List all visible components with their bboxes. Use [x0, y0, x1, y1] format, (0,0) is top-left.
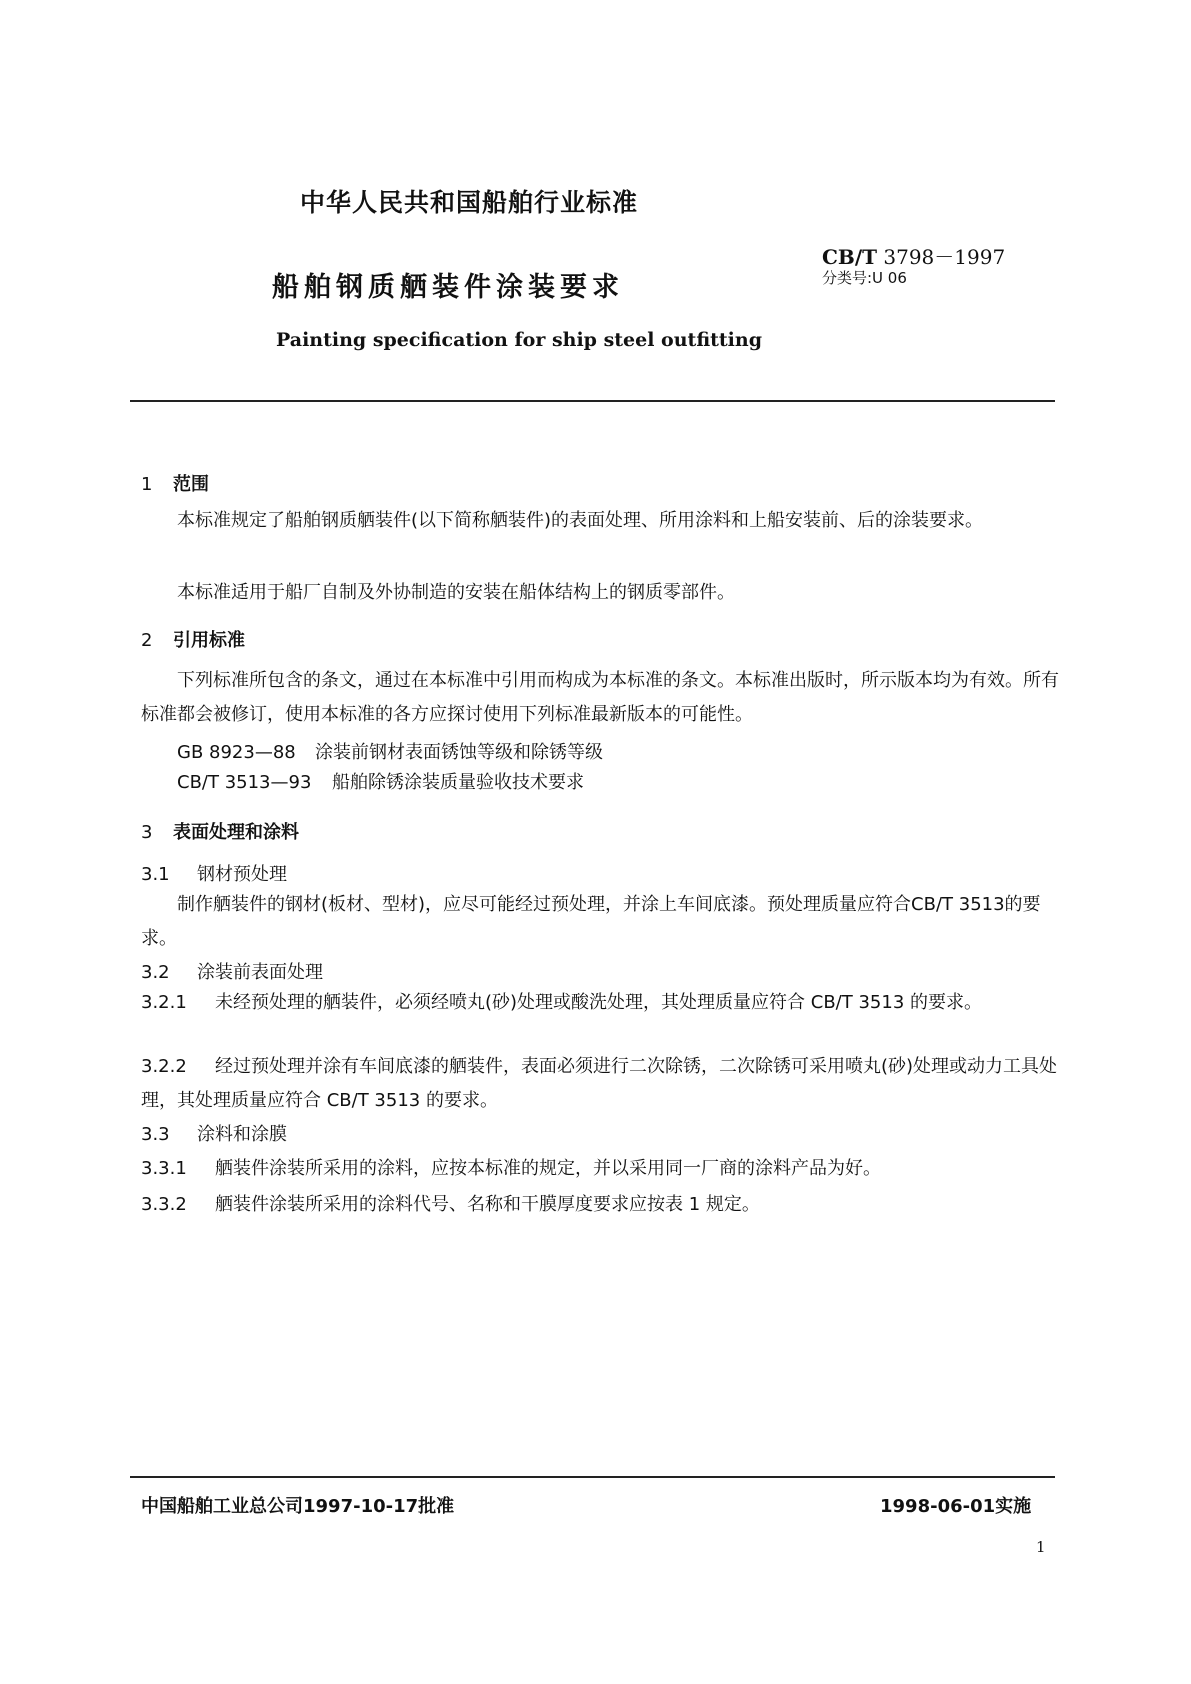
- section-1-paragraph-2: 本标准适用于船厂自制及外协制造的安装在船体结构上的钢质零部件。: [177, 582, 735, 603]
- section-1-heading: [141, 470, 209, 496]
- section-2-paragraph-1: 下列标准所包含的条文，通过在本标准中引用而构成为本标准的条文。本标准出版时，所示版本均为有效。所有标准都会被修订，使用本标准的各方应探讨使用下列标准最新版本的可能性。: [141, 670, 1059, 725]
- industry-standard-title: 中华人民共和国船舶行业标准: [300, 188, 639, 217]
- subsection-3-2-1-text: 未经预处理的舾装件，必须经喷丸(砂)处理或酸洗处理，其处理质量应符合 CB/T 3513 的要求。: [215, 992, 982, 1013]
- subsection-3-2-2: [141, 1050, 1061, 1118]
- section-2-number: 2: [141, 630, 153, 651]
- reference-code: GB 8923—88: [177, 742, 296, 763]
- subsection-3-1-number: 3.1: [141, 864, 170, 885]
- subsection-3-3-1-number: 3.3.1: [141, 1158, 187, 1179]
- subsection-3-1-text: 制作舾装件的钢材(板材、型材)，应尽可能经过预处理，并涂上车间底漆。预处理质量应符合CB/T 3513的要求。: [141, 894, 1041, 949]
- effective-date: 1998-06-01实施: [880, 1496, 1032, 1517]
- subsection-3-2-heading: [141, 958, 323, 984]
- section-3-number: 3: [141, 822, 153, 843]
- subsection-3-2-2-number: 3.2.2: [141, 1056, 187, 1077]
- subsection-3-2-1: [141, 986, 1061, 1020]
- subsection-3-1-title: 钢材预处理: [197, 864, 287, 885]
- subsection-3-2-title: 涂装前表面处理: [197, 962, 323, 983]
- section-2-title: 引用标准: [173, 630, 245, 651]
- standard-code-number: 3798－1997: [883, 245, 1006, 269]
- reference-title: 涂装前钢材表面锈蚀等级和除锈等级: [315, 742, 603, 763]
- subsection-3-3-heading: [141, 1120, 287, 1146]
- reference-title: 船舶除锈涂装质量验收技术要求: [332, 772, 584, 793]
- section-1-number: 1: [141, 474, 153, 495]
- subsection-3-2-2-text: 经过预处理并涂有车间底漆的舾装件，表面必须进行二次除锈，二次除锈可采用喷丸(砂)处理或动力工具处理，其处理质量应符合 CB/T 3513 的要求。: [141, 1056, 1058, 1111]
- section-3-heading: [141, 818, 299, 844]
- subsection-3-3-number: 3.3: [141, 1124, 170, 1145]
- section-1-paragraph-1: 本标准规定了船舶钢质舾装件(以下简称舾装件)的表面处理、所用涂料和上船安装前、后的涂装要求。: [177, 510, 984, 531]
- reference-item: [177, 738, 603, 764]
- subsection-3-3-2: [141, 1190, 760, 1216]
- standard-code-prefix: CB/T: [822, 245, 878, 269]
- classification-number: 分类号:U 06: [822, 269, 907, 287]
- page-number: 1: [1036, 1538, 1046, 1556]
- document-title-cn: 船舶钢质舾装件涂装要求: [272, 272, 624, 303]
- subsection-3-2-1-number: 3.2.1: [141, 992, 187, 1013]
- reference-code: CB/T 3513—93: [177, 772, 312, 793]
- subsection-3-1-heading: [141, 860, 287, 886]
- reference-item: [177, 768, 584, 794]
- subsection-3-3-2-text: 舾装件涂装所采用的涂料代号、名称和干膜厚度要求应按表 1 规定。: [215, 1194, 760, 1215]
- approval-statement: 中国船舶工业总公司1997-10-17批准: [141, 1496, 455, 1517]
- subsection-3-3-1-text: 舾装件涂装所采用的涂料，应按本标准的规定，并以采用同一厂商的涂料产品为好。: [215, 1158, 881, 1179]
- standard-code: [822, 241, 1005, 270]
- section-2-heading: [141, 626, 245, 652]
- subsection-3-2-number: 3.2: [141, 962, 170, 983]
- section-3-title: 表面处理和涂料: [173, 822, 299, 843]
- subsection-3-3-2-number: 3.3.2: [141, 1194, 187, 1215]
- header-divider: [130, 400, 1055, 402]
- section-1-title: 范围: [173, 474, 209, 495]
- subsection-3-3-1: [141, 1154, 881, 1180]
- subsection-3-3-title: 涂料和涂膜: [197, 1124, 287, 1145]
- footer-divider: [130, 1476, 1055, 1478]
- document-title-en: Painting specification for ship steel outfitting: [276, 329, 763, 351]
